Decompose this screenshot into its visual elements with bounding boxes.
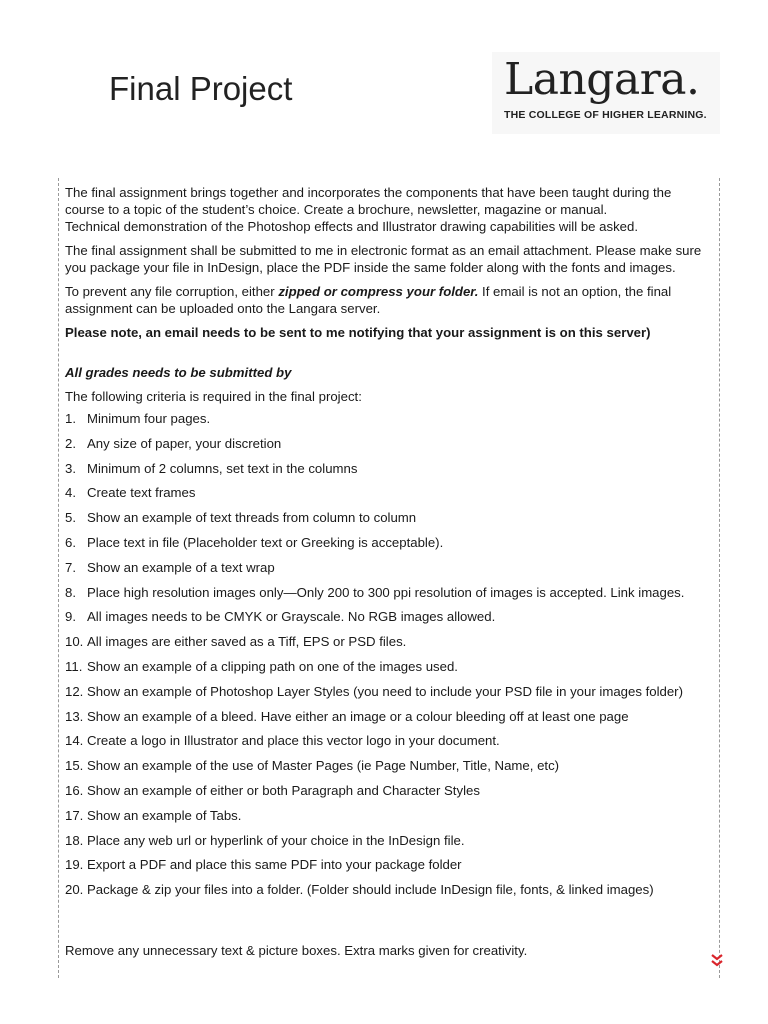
criteria-text: Minimum of 2 columns, set text in the columns bbox=[87, 460, 358, 476]
criteria-number: 16. bbox=[65, 782, 84, 798]
intro-text-3-post: If email is not an option, the final assignment can be uploaded onto the Langara server. bbox=[65, 284, 672, 316]
criteria-item bbox=[65, 881, 710, 906]
criteria-intro: The following criteria is required in the final project: bbox=[65, 389, 362, 404]
langara-logo bbox=[492, 52, 720, 134]
criteria-number: 8. bbox=[65, 584, 76, 600]
criteria-item bbox=[65, 460, 710, 485]
criteria-number: 15. bbox=[65, 758, 84, 774]
criteria-item bbox=[65, 608, 710, 633]
criteria-item bbox=[65, 832, 710, 857]
server-note: Please note, an email needs to be sent to me notifying that your assignment is on this server) bbox=[65, 325, 651, 340]
criteria-text: Show an example of a clipping path on one of the images used. bbox=[87, 658, 458, 674]
criteria-text: Show an example of a text wrap bbox=[87, 559, 275, 575]
criteria-item bbox=[65, 559, 710, 584]
criteria-text: Show an example of Photoshop Layer Styles (you need to include your PSD file in your images folder) bbox=[87, 683, 683, 699]
criteria-text: Create text frames bbox=[87, 485, 196, 501]
document-body bbox=[65, 184, 710, 906]
criteria-text: Show an example of text threads from column to column bbox=[87, 510, 417, 526]
criteria-item bbox=[65, 509, 710, 534]
criteria-item bbox=[65, 708, 710, 733]
criteria-number: 4. bbox=[65, 485, 76, 501]
criteria-number: 19. bbox=[65, 857, 84, 873]
intro-paragraph-1 bbox=[65, 184, 710, 218]
criteria-item bbox=[65, 782, 710, 807]
criteria-item bbox=[65, 410, 710, 435]
criteria-text: Package & zip your files into a folder. (Folder should include InDesign file, fonts, & linked images) bbox=[87, 882, 654, 898]
criteria-item bbox=[65, 683, 710, 708]
intro-text-3-emphasis: zipped or compress your folder. bbox=[278, 284, 479, 299]
criteria-text: Place any web url or hyperlink of your choice in the InDesign file. bbox=[87, 832, 465, 848]
double-chevron-down-icon bbox=[710, 952, 724, 968]
spacer bbox=[65, 348, 710, 364]
intro-text-3-pre: To prevent any file corruption, either bbox=[65, 284, 279, 299]
criteria-text: All images needs to be CMYK or Grayscale. No RGB images allowed. bbox=[87, 609, 496, 625]
criteria-item bbox=[65, 732, 710, 757]
intro-paragraph-1b bbox=[65, 218, 710, 235]
criteria-text: Show an example of the use of Master Pages (ie Page Number, Title, Name, etc) bbox=[87, 758, 560, 774]
criteria-number: 13. bbox=[65, 708, 84, 724]
criteria-item bbox=[65, 658, 710, 683]
closing-note: Remove any unnecessary text & picture boxes. Extra marks given for creativity. bbox=[65, 943, 528, 958]
criteria-item bbox=[65, 807, 710, 832]
criteria-number: 12. bbox=[65, 683, 84, 699]
criteria-item bbox=[65, 484, 710, 509]
criteria-number: 9. bbox=[65, 609, 76, 625]
criteria-number: 7. bbox=[65, 559, 76, 575]
criteria-text: Show an example of a bleed. Have either an image or a colour bleeding off at least one page bbox=[87, 708, 629, 724]
criteria-text: Minimum four pages. bbox=[87, 411, 211, 426]
intro-paragraph-2: The final assignment shall be submitted to me in electronic format as an email attachment. Please make sure you package your file in InDesign, place the PDF inside the same folder along with the fonts and images. bbox=[65, 243, 702, 275]
criteria-text: Any size of paper, your discretion bbox=[87, 435, 282, 451]
criteria-text: Show an example of either or both Paragraph and Character Styles bbox=[87, 782, 480, 798]
criteria-item bbox=[65, 435, 710, 460]
criteria-number: 2. bbox=[65, 435, 76, 451]
criteria-text: Place high resolution images only—Only 200 to 300 ppi resolution of images is accepted. Link images. bbox=[87, 584, 685, 600]
criteria-number: 17. bbox=[65, 807, 84, 823]
intro-paragraph-3 bbox=[65, 283, 710, 317]
logo-name: Langara. bbox=[504, 54, 700, 105]
criteria-item bbox=[65, 856, 710, 881]
intro-text-1b: Technical demonstration of the Photoshop effects and Illustrator drawing capabilities will be asked. bbox=[65, 219, 639, 234]
intro-text-1: The final assignment brings together and incorporates the components that have been taught during the course to a topic of the student’s choice. Create a brochure, newsletter, magazine or manual. bbox=[65, 185, 672, 217]
criteria-number: 14. bbox=[65, 733, 84, 749]
criteria-text: Place text in file (Placeholder text or Greeking is acceptable). bbox=[87, 534, 444, 550]
criteria-number: 3. bbox=[65, 460, 76, 476]
logo-tagline: THE COLLEGE OF HIGHER LEARNING. bbox=[504, 109, 707, 121]
criteria-number: 10. bbox=[65, 634, 84, 650]
criteria-number: 18. bbox=[65, 832, 84, 848]
criteria-number: 11. bbox=[65, 658, 83, 674]
criteria-item bbox=[65, 584, 710, 609]
criteria-text: Export a PDF and place this same PDF into your package folder bbox=[87, 857, 462, 873]
criteria-number: 1. bbox=[65, 411, 76, 426]
criteria-item bbox=[65, 757, 710, 782]
criteria-number: 6. bbox=[65, 534, 76, 550]
criteria-text: Create a logo in Illustrator and place this vector logo in your document. bbox=[87, 733, 500, 749]
criteria-list bbox=[65, 410, 710, 906]
page-title: Final Project bbox=[109, 70, 293, 107]
criteria-number: 20. bbox=[65, 882, 84, 898]
criteria-text: All images are either saved as a Tiff, EPS or PSD files. bbox=[87, 634, 407, 650]
criteria-text: Show an example of Tabs. bbox=[87, 807, 242, 823]
criteria-number: 5. bbox=[65, 510, 76, 526]
criteria-item bbox=[65, 534, 710, 559]
criteria-item bbox=[65, 633, 710, 658]
grades-heading: All grades needs to be submitted by bbox=[65, 365, 292, 380]
